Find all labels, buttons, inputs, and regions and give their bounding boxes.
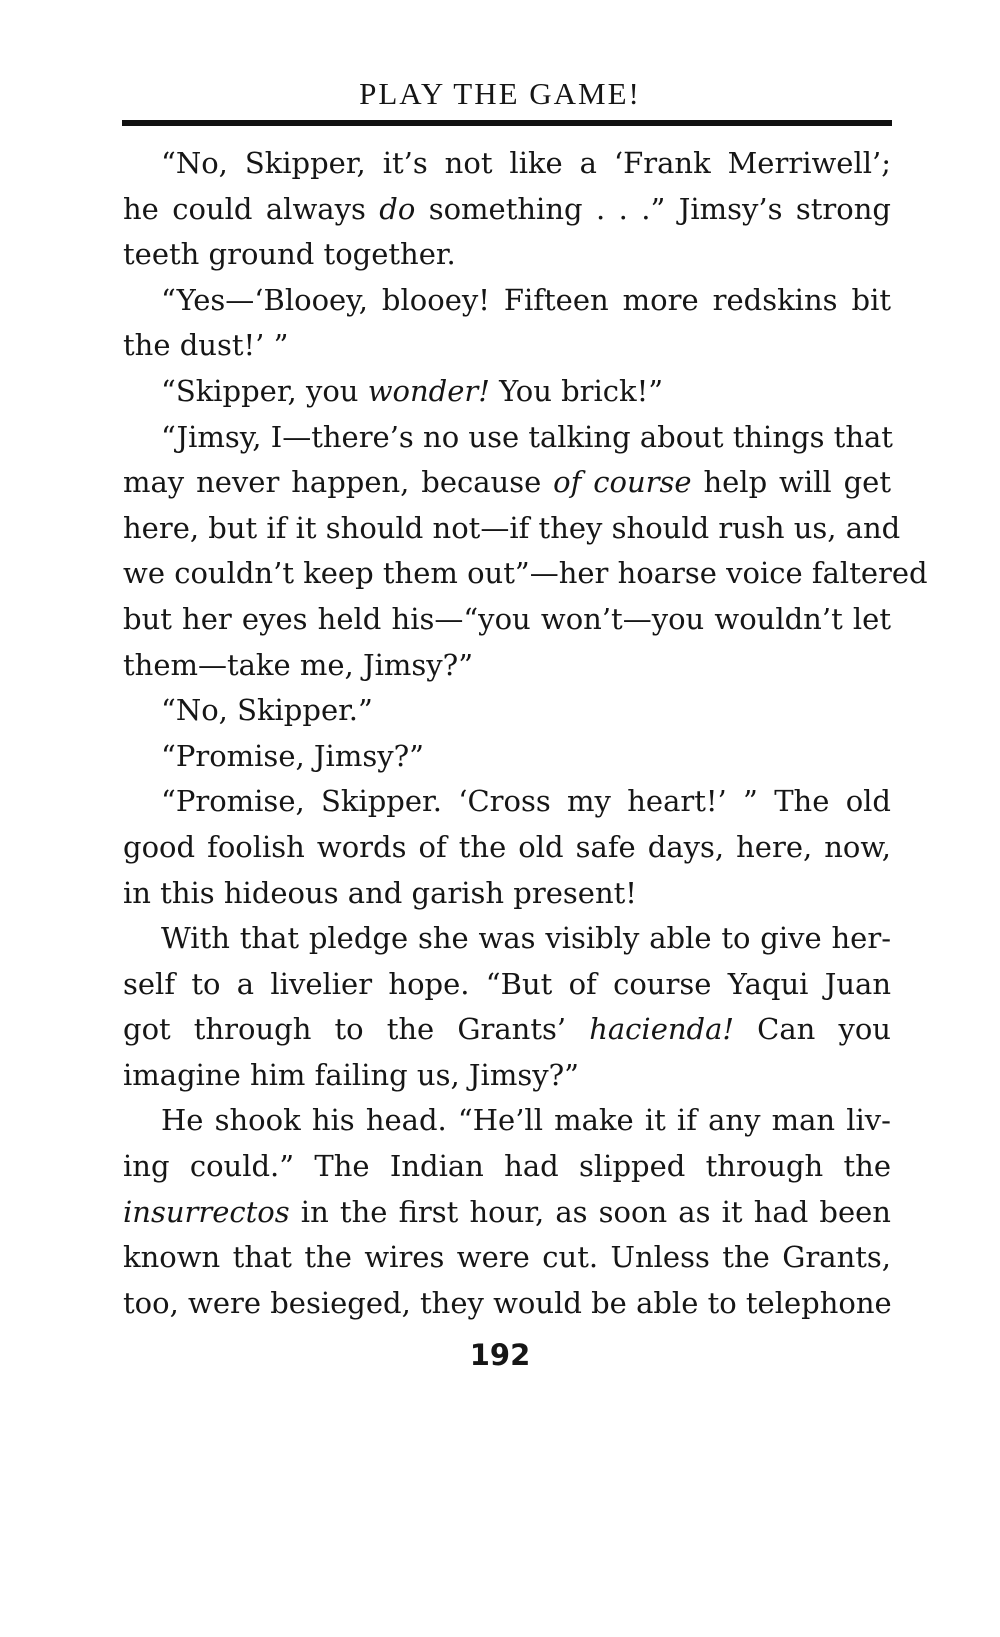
- text-line: in this hideous and garish present!: [123, 875, 637, 910]
- text-line: but her eyes held his—“you won’t—you wouldn’t let: [123, 601, 891, 636]
- body-text: [123, 141, 928, 1326]
- text-line: may never happen, because of course help will get: [123, 465, 891, 500]
- text-line: good foolish words of the old safe days, here, now,: [123, 829, 891, 864]
- text-line: “Skipper, you wonder! You brick!”: [161, 373, 664, 408]
- running-header: PLAY THE GAME!: [359, 76, 641, 111]
- italic-text: of course: [553, 465, 692, 500]
- text-line: teeth ground together.: [123, 237, 456, 272]
- text-line: “Promise, Jimsy?”: [161, 738, 424, 773]
- italic-text: do: [379, 191, 416, 226]
- text-line: he could always do something . . .” Jimsy’s strong: [123, 191, 892, 226]
- text-line: here, but if it should not—if they should rush us, and: [123, 510, 901, 545]
- text-line: “No, Skipper, it’s not like a ‘Frank Merriwell’;: [161, 146, 891, 180]
- page-number: 192: [469, 1338, 531, 1372]
- text-line: imagine him failing us, Jimsy?”: [123, 1057, 579, 1092]
- italic-text: wonder!: [367, 373, 490, 408]
- text-line: got through to the Grants’ hacienda! Can you: [123, 1012, 891, 1047]
- text-line: “Jimsy, I—there’s no use talking about things that: [161, 419, 893, 454]
- text-line: With that pledge she was visibly able to give her-: [161, 921, 891, 956]
- text-line: insurrectos in the first hour, as soon as it had been: [123, 1194, 891, 1229]
- italic-text: hacienda!: [589, 1012, 735, 1047]
- text-line: ing could.” The Indian had slipped through the: [123, 1149, 891, 1184]
- text-line: we couldn’t keep them out”—her hoarse voice faltered: [123, 556, 928, 591]
- text-line: He shook his head. “He’ll make it if any man liv-: [161, 1103, 891, 1138]
- text-line: “Promise, Skipper. ‘Cross my heart!’ ” The old: [161, 784, 891, 819]
- italic-text: insurrectos: [123, 1194, 290, 1229]
- header-rule: [122, 120, 892, 126]
- text-line: known that the wires were cut. Unless the Grants,: [123, 1240, 891, 1275]
- text-line: them—take me, Jimsy?”: [123, 647, 474, 682]
- text-line: “Yes—‘Blooey, blooey! Fifteen more redskins bit: [161, 282, 891, 317]
- text-line: “No, Skipper.”: [161, 693, 373, 728]
- text-line: self to a livelier hope. “But of course Yaqui Juan: [123, 966, 891, 1001]
- text-line: too, were besieged, they would be able to telephone: [123, 1285, 892, 1320]
- text-line: the dust!’ ”: [123, 328, 289, 363]
